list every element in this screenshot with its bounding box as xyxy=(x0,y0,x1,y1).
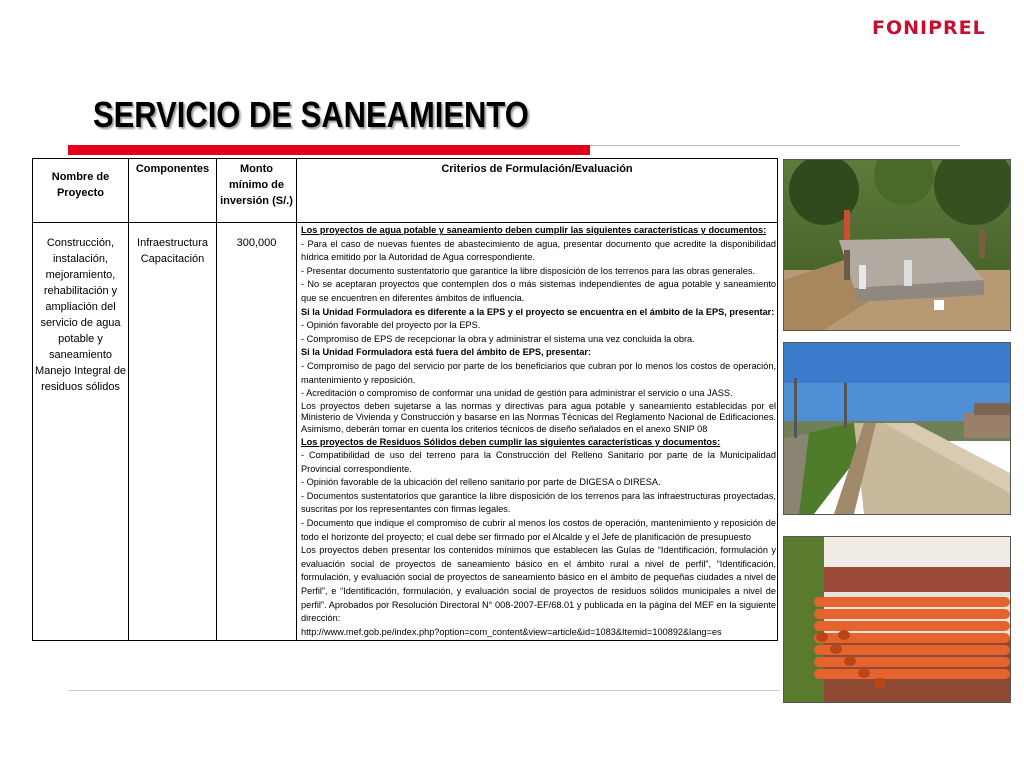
header-nombre-proyecto: Nombre de Proyecto xyxy=(33,159,129,223)
page-title: SERVICIO DE SANEAMIENTO xyxy=(93,94,529,135)
header-componentes: Componentes xyxy=(129,159,217,223)
header-criterios: Criterios de Formulación/Evaluación xyxy=(297,159,778,223)
normas-paragraph: Los proyectos deben sujetarse a las normas y directivas para agua potable y saneamiento establecidas por el Ministerio de Vivienda y Construcción y basarse en las Normas Técnicas del Reglamento Nacional de Edificaciones. Asimismo, deberán tomar en cuenta los criterios técnicos de diseño señalados en el anexo SNIP 08 xyxy=(301,400,776,434)
agua-item-3: - No se aceptaran proyectos que contemplen dos o más sistemas independientes de agua potable y saneamiento que se encuentren en diferentes ámbitos de influencia. xyxy=(301,279,776,303)
photo-tank-construction xyxy=(783,159,1011,331)
cell-criterios xyxy=(297,223,778,641)
agua-item-2: - Presentar documento sustentatorio que garantice la libre disposición de los terrenos para las obras generales. xyxy=(301,265,756,276)
header-monto: Monto mínimo de inversión (S/.) xyxy=(217,159,297,223)
residuos-item-1: - Compatibilidad de uso del terreno para la Construcción del Relleno Sanitario por parte de la Municipalidad Provincial correspondiente. xyxy=(301,450,776,474)
residuos-item-4: - Documento que indique el compromiso de cubrir al menos los costos de operación, mantenimiento y reposición de todo el horizonte del proyecto; el cual debe ser firmado por el Alcalde y el Jefe de planificación de presupuesto xyxy=(301,518,776,542)
title-underline-bar xyxy=(68,145,590,155)
cell-componentes: Infraestructura Capacitación xyxy=(129,223,217,641)
agua-item-1: - Para el caso de nuevas fuentes de abastecimiento de agua, presentar documento que acredite la disponibilidad hídrica emitido por la Autoridad de Agua correspondiente. xyxy=(301,238,776,263)
eps-fuera-heading: Si la Unidad Formuladora está fuera del ámbito de EPS, presentar: xyxy=(301,347,591,358)
title-divider-line xyxy=(590,145,960,146)
mef-url: http://www.mef.gob.pe/index.php?option=com_content&view=article&id=1083&Itemid=100892&lang=es xyxy=(301,626,722,637)
table-row xyxy=(33,223,778,641)
guias-paragraph: Los proyectos deben presentar los contenidos mínimos que establecen las Guías de “Identificación, formulación y evaluación social de proyectos de saneamiento básico en el ámbito rural a nivel de perfil”, “Identificación, formulación, y evaluación social de proyectos de saneamiento básico en el ámbito de pequeñas ciudades a nivel de Perfil”, e “Identificación, formulación, y evaluación social de proyectos de residuos sólidos municipales a nivel de perfil”. Aprobados por Resolución Directoral N° 008-2007-EF/68.01 y publicada en la página del MEF en la siguiente dirección: xyxy=(301,545,776,624)
criteria-table xyxy=(32,158,778,641)
cell-monto: 300,000 xyxy=(217,223,297,641)
agua-heading: Los proyectos de agua potable y saneamiento deben cumplir las siguientes características y documentos: xyxy=(301,225,767,235)
photo-pipe-trench-road xyxy=(783,342,1011,515)
residuos-item-2: - Opinión favorable de la ubicación del relleno sanitario por parte de DIGESA o DIRESA. xyxy=(301,477,661,488)
eps-diferente-heading: Si la Unidad Formuladora es diferente a la EPS y el proyecto se encuentra en el ámbito de la EPS, presentar: xyxy=(301,306,775,317)
eps-fuera-item-2: - Acreditación o compromiso de conformar una unidad de gestión para administrar el servicio o una JASS. xyxy=(301,388,733,399)
eps-fuera-item-1: - Compromiso de pago del servicio por parte de los beneficiarios que cubran por lo menos los costos de operación, mantenimiento y reposición. xyxy=(301,360,776,385)
eps-diferente-item-1: - Opinión favorable del proyecto por la EPS. xyxy=(301,320,481,331)
photo-orange-pipes xyxy=(783,536,1011,703)
footer-divider-line xyxy=(68,690,780,691)
table-header-row xyxy=(33,159,778,223)
cell-nombre-proyecto: Construcción, instalación, mejoramiento, rehabilitación y ampliación del servicio de agua potable y saneamiento Manejo Integral de residuos sólidos xyxy=(33,223,129,641)
foniprel-logo: FONIPREL xyxy=(872,17,986,39)
residuos-heading: Los proyectos de Residuos Sólidos deben cumplir las siguientes características y documentos: xyxy=(301,436,721,447)
eps-diferente-item-2: - Compromiso de EPS de recepcionar la obra y administrar el sistema una vez concluida la obra. xyxy=(301,333,695,344)
residuos-item-3: - Documentos sustentatorios que garantice la libre disposición de los terrenos para las infraestructuras proyectadas, suscritas por los representantes con firmas legales. xyxy=(301,490,776,515)
